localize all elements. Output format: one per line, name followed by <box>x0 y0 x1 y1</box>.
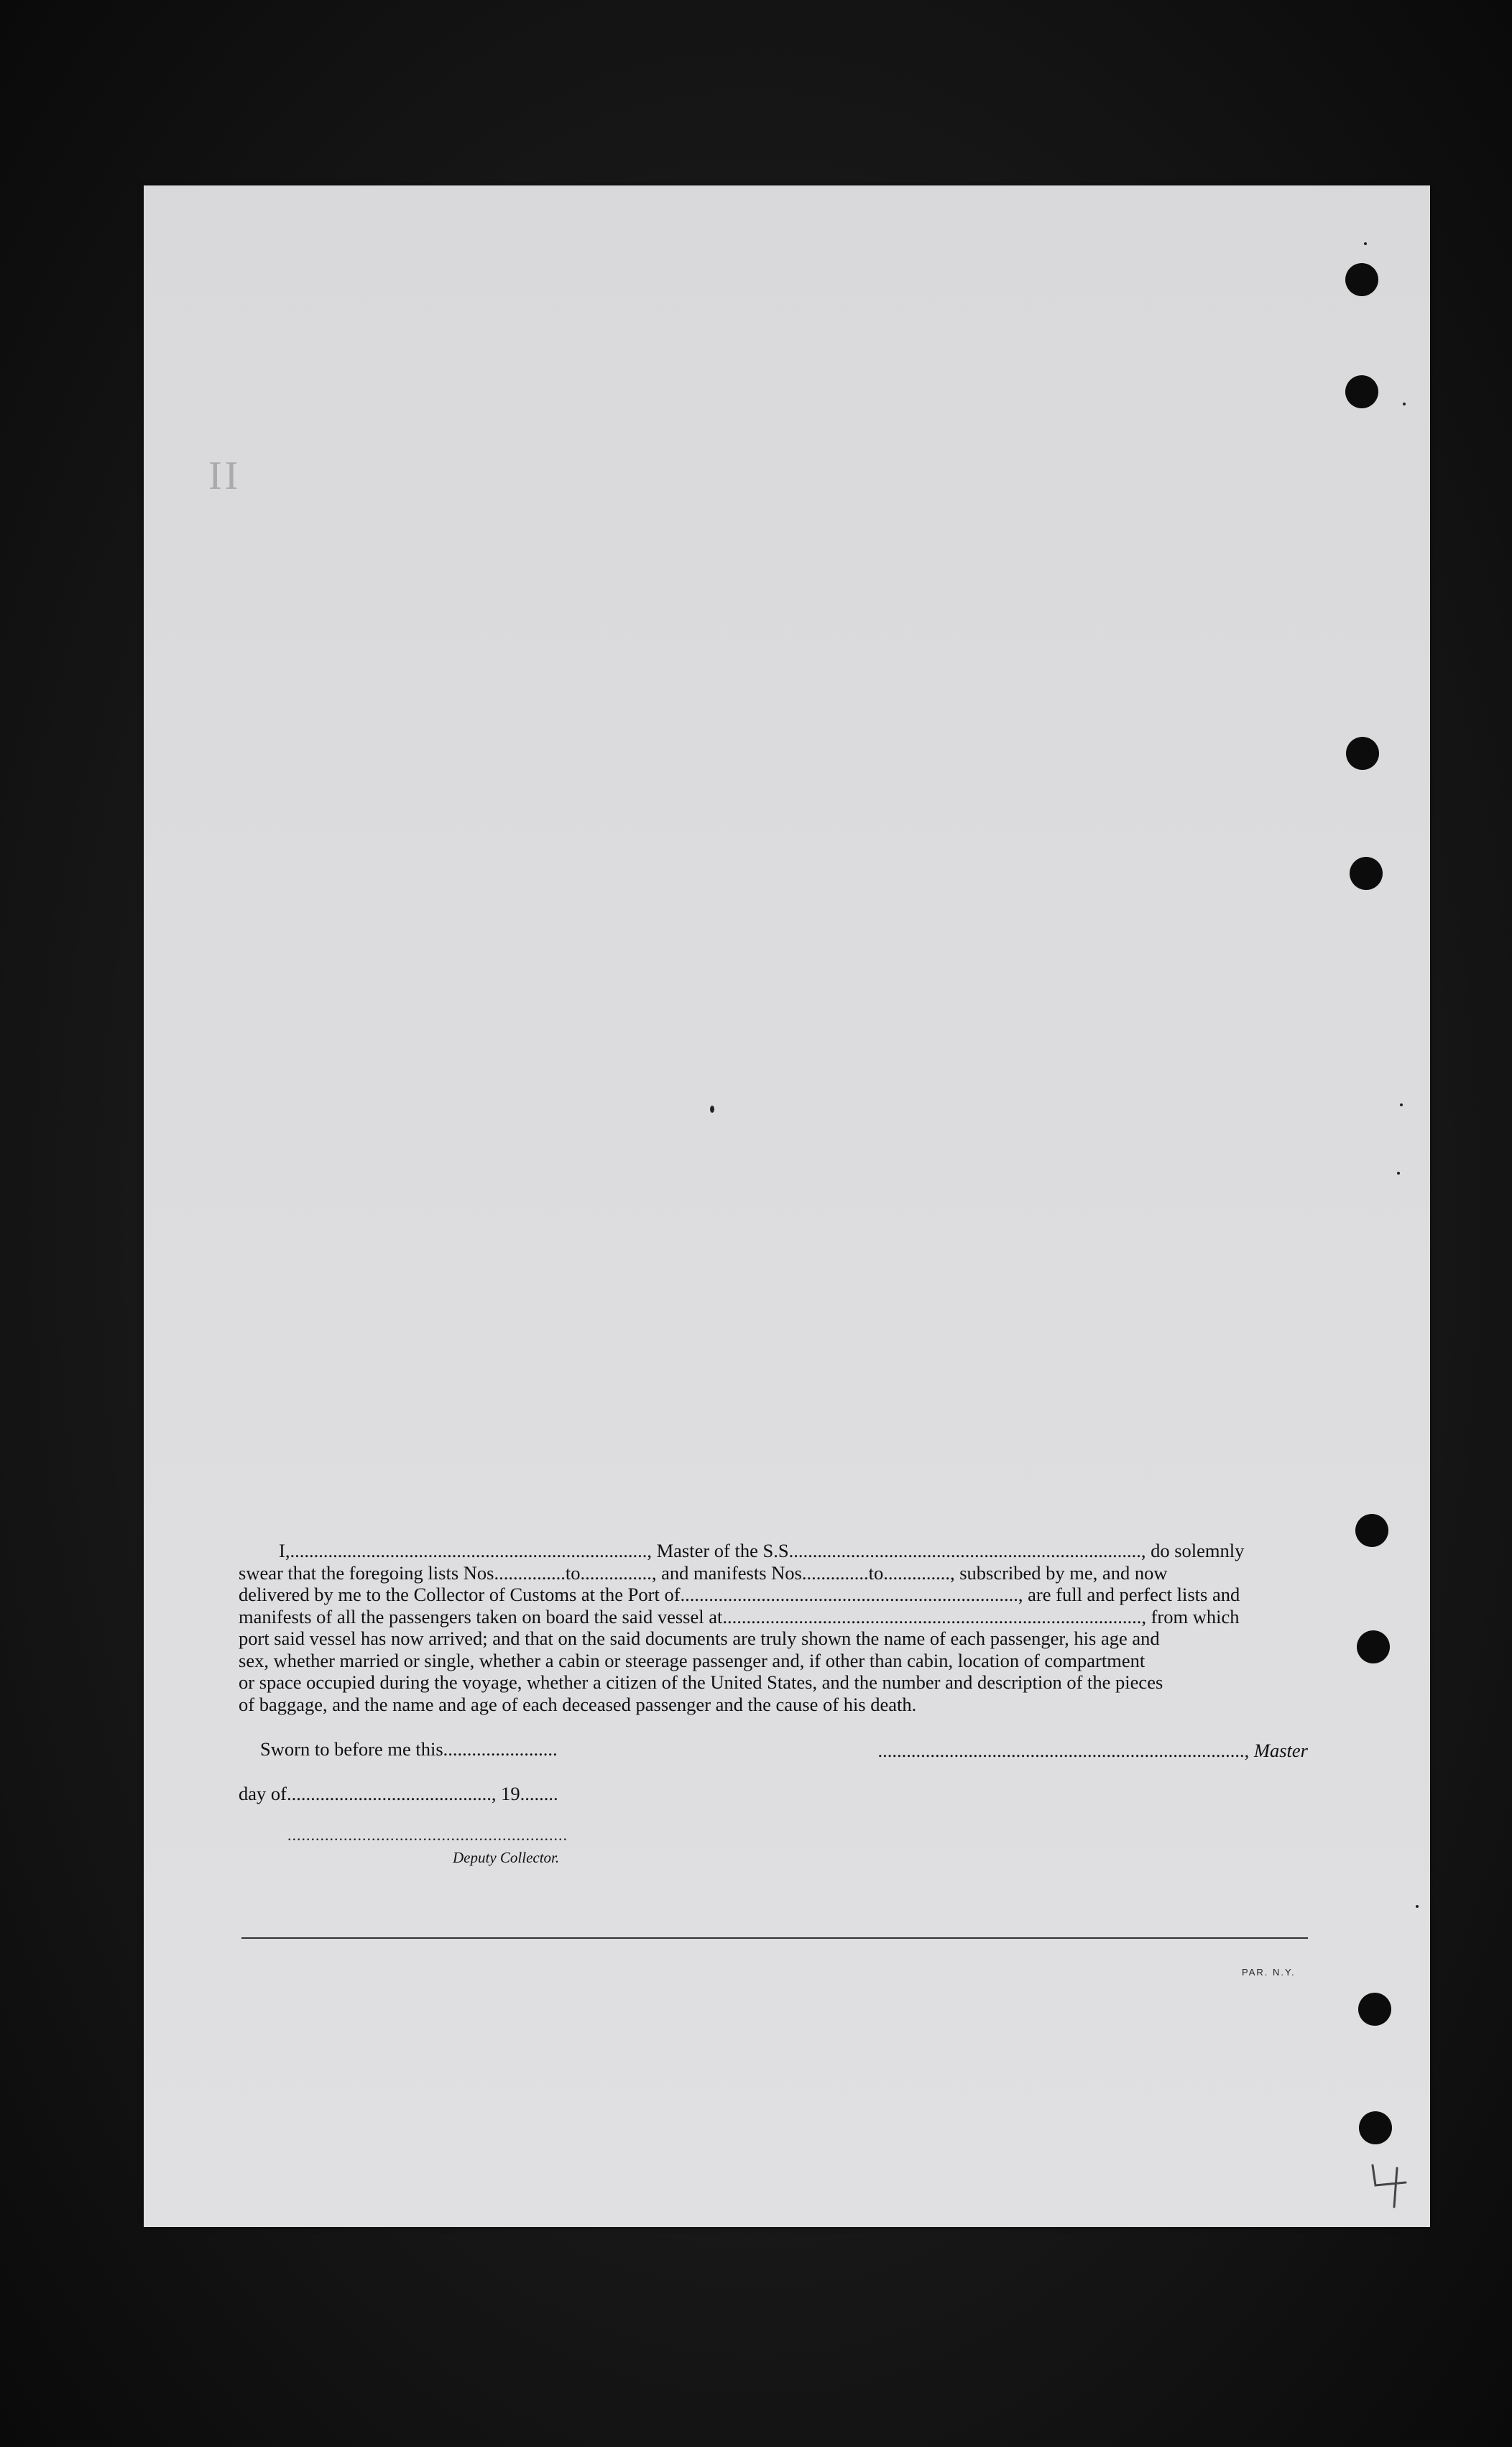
binder-hole-3 <box>1346 737 1379 770</box>
oath-line: sex, whether married or single, whether a cabin or steerage passenger and, if other than cabin, location of compartment <box>239 1649 1145 1671</box>
day-of-line: day of..........................................., 19........ <box>239 1783 558 1804</box>
binder-hole-6 <box>1357 1630 1390 1663</box>
deputy-collector-label: Deputy Collector. <box>453 1849 560 1866</box>
bleed-through-mark: II <box>208 454 241 498</box>
sworn-line: Sworn to before me this........................ <box>260 1738 558 1760</box>
dust-speck <box>1416 1905 1419 1908</box>
master-label: Master <box>1253 1740 1308 1761</box>
binder-hole-4 <box>1350 857 1383 890</box>
dust-speck <box>1400 1103 1403 1106</box>
binder-hole-2 <box>1345 375 1378 408</box>
oath-line: port said vessel has now arrived; and that on the said documents are truly shown the name of each passenger, his age and <box>239 1627 1160 1649</box>
deputy-signature-dots: ............................................................ <box>287 1826 568 1844</box>
oath-line: I,..........................................................................., Master of the S.S.........................................................................., do solemnly <box>279 1540 1245 1561</box>
oath-line: manifests of all the passengers taken on board the said vessel at........................................................................................, from which <box>239 1605 1240 1627</box>
manifest-page <box>144 185 1430 2227</box>
dust-speck <box>1364 242 1367 245</box>
binder-hole-7 <box>1358 1993 1391 2026</box>
oath-line: of baggage, and the name and age of each deceased passenger and the cause of his death. <box>239 1693 917 1715</box>
oath-line: or space occupied during the voyage, whether a citizen of the United States, and the number and description of the pieces <box>239 1671 1163 1693</box>
dust-speck <box>1397 1172 1400 1175</box>
master-signature-line <box>878 1740 1308 1762</box>
dust-speck <box>710 1106 714 1113</box>
binder-hole-5 <box>1355 1514 1388 1547</box>
printer-imprint: PAR. N.Y. <box>1242 1967 1296 1978</box>
oath-line: swear that the foregoing lists Nos...............to..............., and manifests Nos..............to.............., subscribed by me, and now <box>239 1561 1168 1584</box>
bottom-rule <box>241 1937 1308 1939</box>
handwritten-pencil-mark <box>1363 2161 1414 2211</box>
oath-paragraph <box>239 1540 1308 1715</box>
oath-line: delivered by me to the Collector of Customs at the Port of......................................................................., are full and perfect lists and <box>239 1584 1240 1605</box>
binder-hole-8 <box>1359 2111 1392 2144</box>
binder-hole-1 <box>1345 263 1378 296</box>
master-dots: ............................................................................., <box>877 1740 1250 1761</box>
dust-speck <box>1403 403 1406 405</box>
